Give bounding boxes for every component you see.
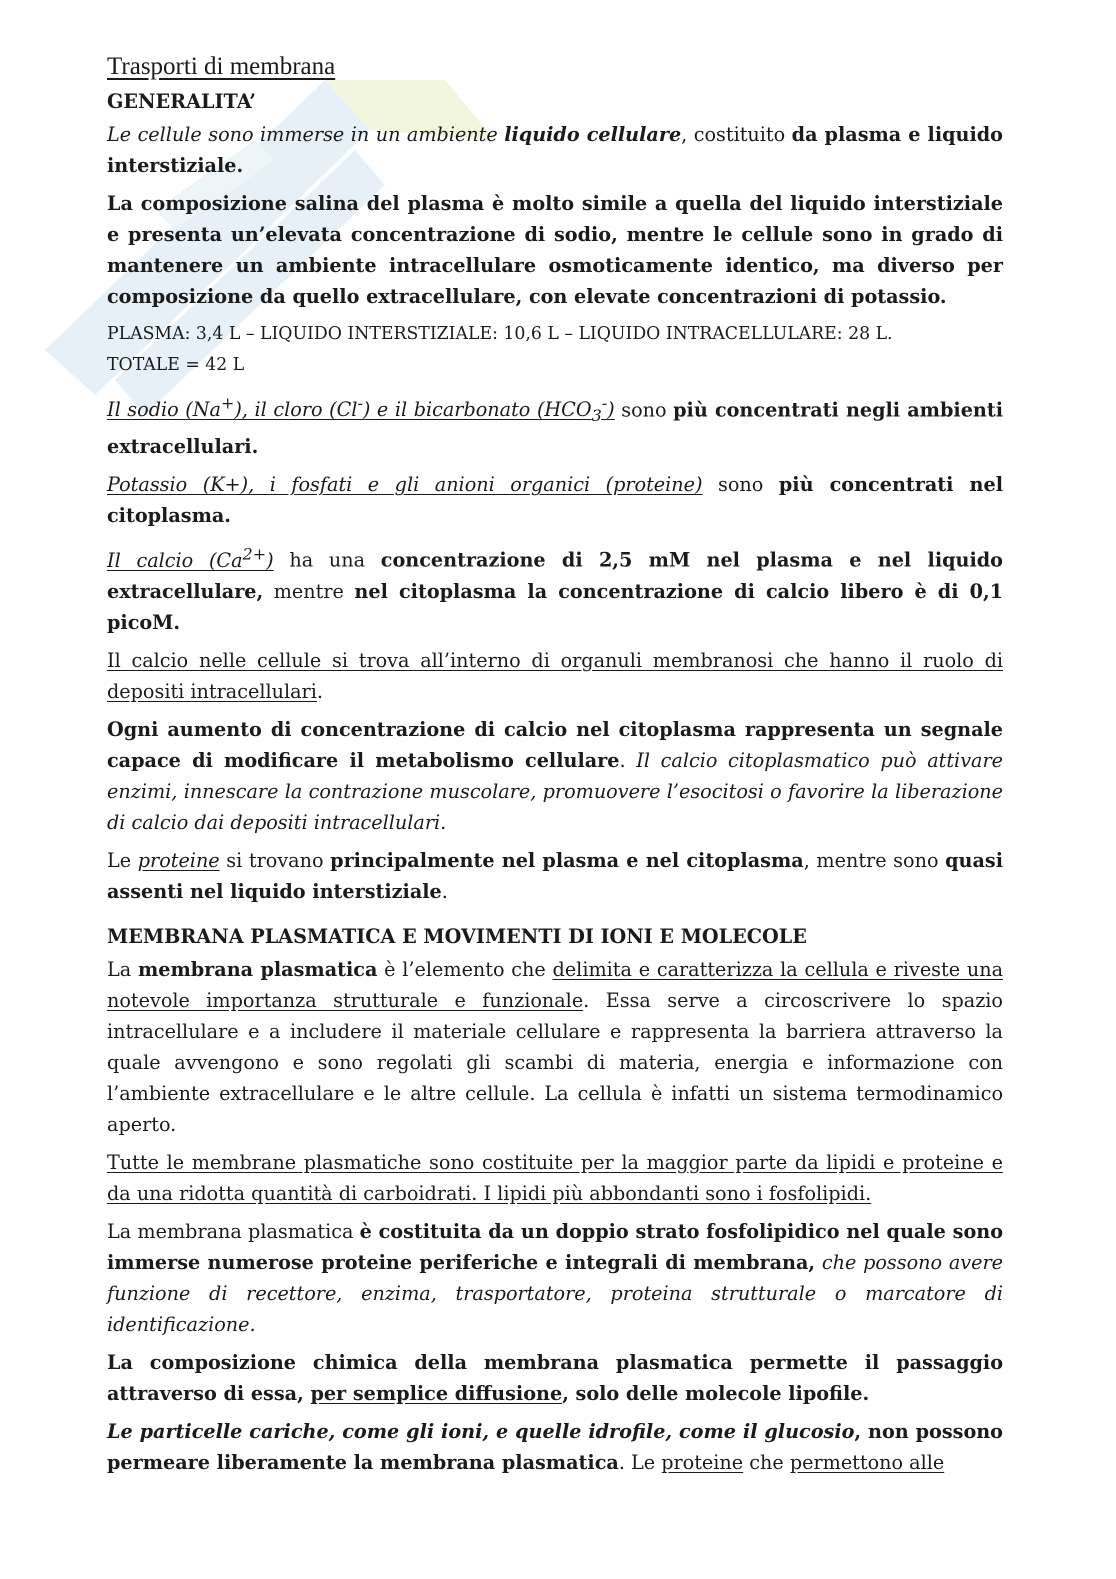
- paragraph-potassium: Potassio (K+), i fosfati e gli anioni organici (proteine) sono più concentrati nel citoplasma.: [107, 473, 1003, 528]
- paragraph-membrane-role: La membrana plasmatica è l’elemento che delimita e caratterizza la cellula e riveste una notevole importanza strutturale e funzionale. Essa serve a circoscrivere lo spazio intracellulare e a includere il materiale cellulare e rappresenta la barriera attraverso la quale avvengono e sono regolati gli scambi di materia, energia e informazione con l’ambiente extracellulare e le altre cellule. La cellula è infatti un sistema termodinamico aperto.: [107, 957, 1004, 1136]
- paragraph-charged-particles: Le particelle cariche, come gli ioni, e quelle idrofile, come il glucosio, non possono permeare liberamente la membrana plasmatica. Le proteine che permettono alle: [107, 1419, 1003, 1474]
- paragraph-proteins: Le proteine si trovano principalmente nel plasma e nel citoplasma, mentre sono quasi assenti nel liquido interstiziale.: [107, 848, 1004, 903]
- paragraph-1: Le cellule sono immerse in un ambiente liquido cellulare, costituito da plasma e liquido interstiziale.: [107, 123, 1003, 177]
- section-heading-generalita: GENERALITA’: [107, 90, 256, 113]
- volumes-line: PLASMA: 3,4 L – LIQUIDO INTERSTIZIALE: 10,6 L – LIQUIDO INTRACELLULARE: 28 L.: [107, 324, 893, 344]
- total-line: TOTALE = 42 L: [107, 355, 245, 375]
- section-heading-membrana: MEMBRANA PLASMATICA E MOVIMENTI DI IONI E MOLECOLE: [107, 924, 807, 948]
- paragraph-2: La composizione salina del plasma è molto simile a quella del liquido interstiziale e presenta un’elevata concentrazione di sodio, mentre le cellule sono in grado di mantenere un ambiente intracellulare osmoticamente identico, ma diverso per composizione da quello extracellulare, con elevate concentrazioni di potassio.: [107, 192, 1003, 308]
- paragraph-calcium-signal: Ogni aumento di concentrazione di calcio nel citoplasma rappresenta un segnale capace di modificare il metabolismo cellulare. Il calcio citoplasmatico può attivare enzimi, innescare la contrazione muscolare, promuovere l’esocitosi o favorire la liberazione di calcio dai depositi intracellulari.: [107, 717, 1004, 834]
- paragraph-calcium: Il calcio $(Ca^{2+})$ ha una concentrazione di 2,5 mM nel plasma e nel liquido extracellulare, mentre nel citoplasma la concentrazione di calcio libero è di 0,1 picoM.: [107, 544, 1004, 634]
- paragraph-diffusion: La composizione chimica della membrana plasmatica permette il passaggio attraverso di essa, per semplice diffusione, solo delle molecole lipofile.: [107, 1350, 1003, 1405]
- document-page: [107, 50, 1003, 1485]
- paragraph-calcium-deposits: Il calcio nelle cellule si trova all’interno di organuli membranosi che hanno il ruolo di depositi intracellulari.: [107, 648, 1003, 703]
- page-title: Trasporti di membrana: [107, 53, 336, 80]
- paragraph-membrane-composition: Tutte le membrane plasmatiche sono costituite per la maggior parte da lipidi e proteine e da una ridotta quantità di carboidrati. I lipidi più abbondanti sono i fosfolipidi.: [107, 1150, 1003, 1205]
- paragraph-ions-extracellular: Il sodio (Na+), il cloro (Cl-) e il bicarbonato $(HCO_3^-)$ sono più concentrati negli ambienti extracellulari.: [107, 394, 1004, 459]
- paragraph-bilayer: La membrana plasmatica è costituita da un doppio strato fosfolipidico nel quale sono immerse numerose proteine periferiche e integrali di membrana, che possono avere funzione di recettore, enzima, trasportatore, proteina strutturale o marcatore di identificazione.: [107, 1219, 1003, 1336]
